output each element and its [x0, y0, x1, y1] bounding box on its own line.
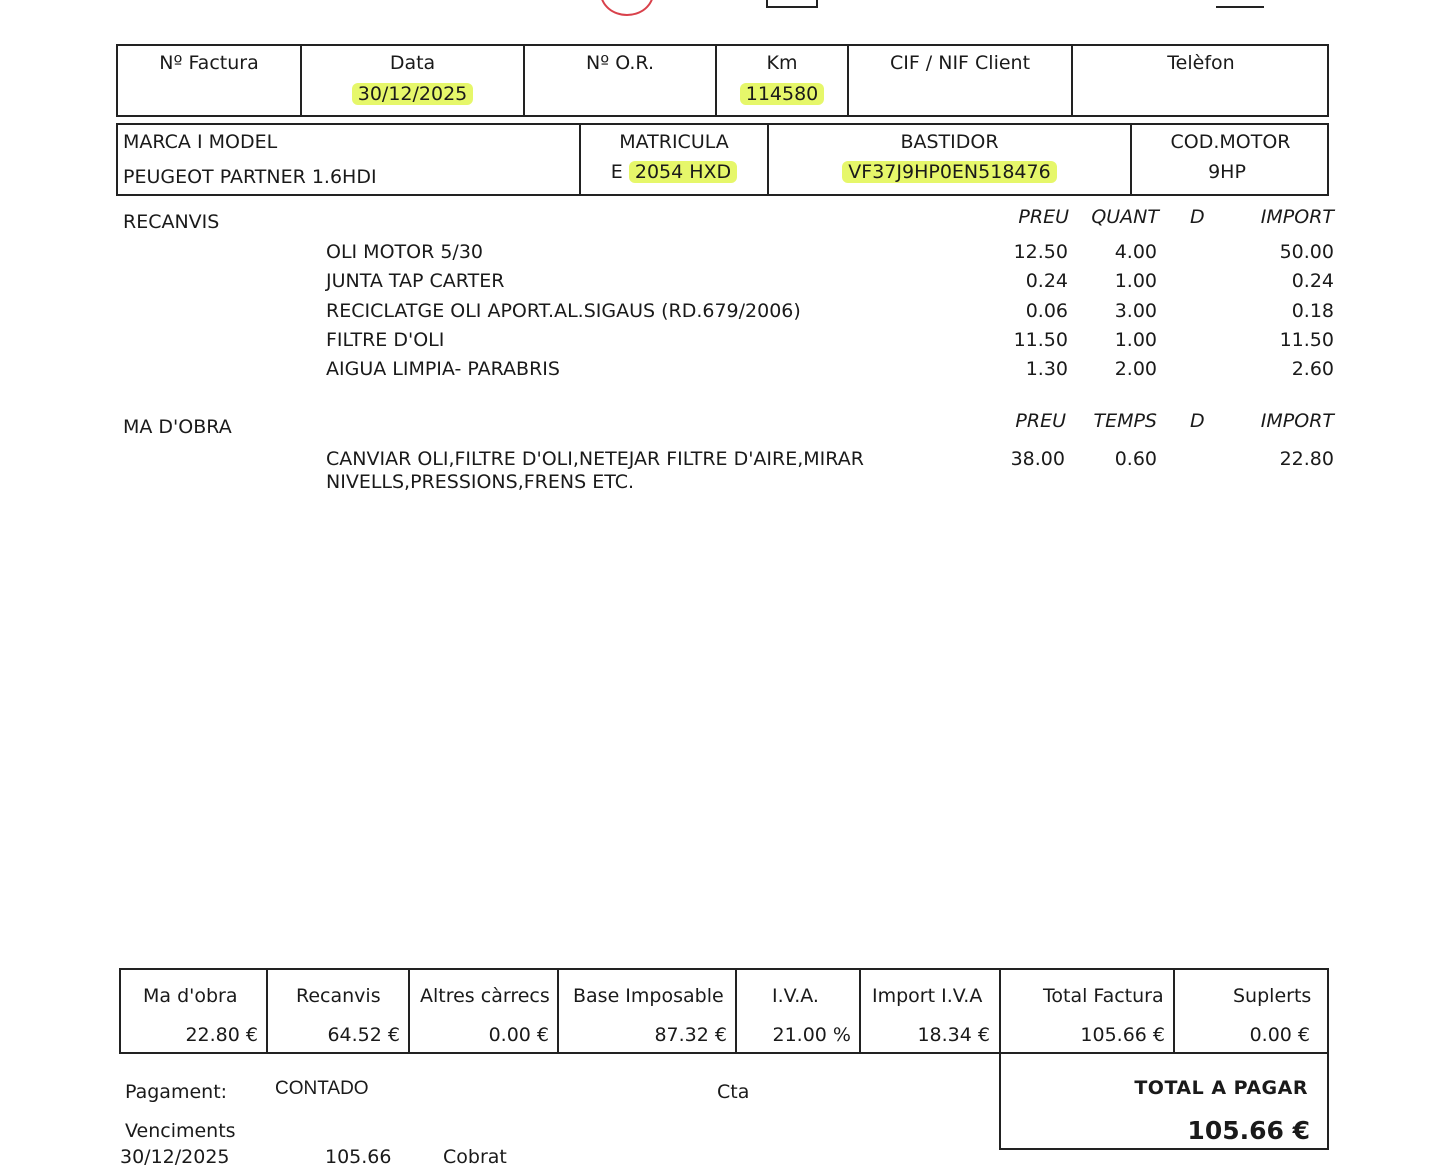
- part-desc: OLI MOTOR 5/30: [326, 241, 484, 263]
- labor-desc-line2: NIVELLS,PRESSIONS,FRENS ETC.: [326, 471, 634, 493]
- labor-desc-line1: CANVIAR OLI,FILTRE D'OLI,NETEJAR FILTRE D'AIRE,MIRAR: [326, 448, 864, 470]
- km-value: 114580: [717, 83, 847, 105]
- part-desc: FILTRE D'OLI: [326, 329, 445, 351]
- labor-total-label: Ma d'obra: [143, 985, 238, 1007]
- parts-total-value: 64.52 €: [327, 1024, 400, 1046]
- parts-col-price: PREU: [1018, 206, 1069, 228]
- due-dates-label: Venciments: [125, 1120, 236, 1142]
- part-price: 0.06: [1025, 300, 1068, 322]
- client-cif-label: CIF / NIF Client: [889, 52, 1031, 74]
- part-price: 11.50: [1013, 329, 1068, 351]
- table-row: [0, 300, 1440, 324]
- labor-time: 0.60: [1114, 448, 1157, 470]
- labor-price: 38.00: [1010, 448, 1065, 470]
- table-row: [0, 329, 1440, 353]
- engine-code-value: 9HP: [1208, 161, 1246, 183]
- part-qty: 4.00: [1114, 241, 1157, 263]
- invoice-number-label: Nº Factura: [159, 52, 259, 74]
- table-row: [0, 358, 1440, 382]
- part-amount: 11.50: [1279, 329, 1334, 351]
- taxable-base-label: Base Imposable: [573, 985, 724, 1007]
- parts-col-qty: QUANT: [1091, 206, 1159, 228]
- labor-col-discount: D: [1190, 410, 1205, 432]
- payment-value: CONTADO: [275, 1078, 369, 1099]
- part-qty: 3.00: [1114, 300, 1157, 322]
- due-amount-value: 105.66: [325, 1146, 392, 1168]
- labor-col-price: PREU: [1015, 410, 1066, 432]
- account-label: Cta: [717, 1081, 750, 1103]
- km-label: Km: [766, 52, 798, 74]
- taxable-base-value: 87.32 €: [654, 1024, 727, 1046]
- part-desc: AIGUA LIMPIA- PARABRIS: [326, 358, 560, 380]
- supplements-value: 0.00 €: [1249, 1024, 1310, 1046]
- part-price: 1.30: [1025, 358, 1068, 380]
- total-to-pay-value: 105.66 €: [1187, 1116, 1310, 1145]
- plate-value: E 2054 HXD: [581, 161, 767, 183]
- stamp-fragment: [600, 0, 654, 16]
- or-number-label: Nº O.R.: [586, 52, 654, 74]
- chassis-label: BASTIDOR: [900, 131, 999, 153]
- other-charges-value: 0.00 €: [488, 1024, 549, 1046]
- vat-rate-value: 21.00 %: [772, 1024, 851, 1046]
- part-amount: 0.24: [1291, 270, 1334, 292]
- engine-code-label: COD.MOTOR: [1170, 131, 1291, 153]
- phone-label: Telèfon: [1167, 52, 1235, 74]
- part-price: 0.24: [1025, 270, 1068, 292]
- labor-col-amount: IMPORT: [1260, 410, 1334, 432]
- plate-label: MATRICULA: [619, 131, 729, 153]
- part-qty: 1.00: [1114, 270, 1157, 292]
- part-price: 12.50: [1013, 241, 1068, 263]
- parts-col-amount: IMPORT: [1260, 206, 1334, 228]
- top-box-fragment: [766, 0, 818, 8]
- supplements-label: Suplerts: [1233, 985, 1312, 1007]
- vat-rate-label: I.V.A.: [772, 985, 819, 1007]
- parts-col-discount: D: [1190, 206, 1205, 228]
- vat-amount-label: Import I.V.A: [872, 985, 983, 1007]
- total-to-pay-label: TOTAL A PAGAR: [1134, 1077, 1308, 1099]
- labor-section-title: MA D'OBRA: [123, 416, 232, 438]
- top-box-fragment: [1216, 0, 1264, 8]
- brand-model-label: MARCA I MODEL: [123, 131, 278, 153]
- table-row: [0, 270, 1440, 294]
- other-charges-label: Altres càrrecs: [420, 985, 550, 1007]
- date-label: Data: [389, 52, 436, 74]
- parts-section-title: RECANVIS: [123, 211, 220, 233]
- invoice-total-value: 105.66 €: [1080, 1024, 1165, 1046]
- due-date-value: 30/12/2025: [120, 1146, 230, 1168]
- payment-label: Pagament:: [125, 1081, 228, 1103]
- labor-col-time: TEMPS: [1093, 410, 1157, 432]
- parts-total-label: Recanvis: [296, 985, 381, 1007]
- labor-total-value: 22.80 €: [185, 1024, 258, 1046]
- table-row: [0, 241, 1440, 265]
- part-amount: 2.60: [1291, 358, 1334, 380]
- part-desc: RECICLATGE OLI APORT.AL.SIGAUS (RD.679/2006): [326, 300, 801, 322]
- chassis-value: VF37J9HP0EN518476: [769, 161, 1130, 183]
- due-status-value: Cobrat: [443, 1146, 507, 1168]
- vat-amount-value: 18.34 €: [917, 1024, 990, 1046]
- invoice-date-value: 30/12/2025: [302, 83, 523, 105]
- part-desc: JUNTA TAP CARTER: [326, 270, 505, 292]
- invoice-total-label: Total Factura: [1043, 985, 1164, 1007]
- part-amount: 0.18: [1291, 300, 1334, 322]
- brand-model-value: PEUGEOT PARTNER 1.6HDI: [123, 166, 377, 188]
- part-qty: 2.00: [1114, 358, 1157, 380]
- labor-amount: 22.80: [1279, 448, 1334, 470]
- part-qty: 1.00: [1114, 329, 1157, 351]
- part-amount: 50.00: [1279, 241, 1334, 263]
